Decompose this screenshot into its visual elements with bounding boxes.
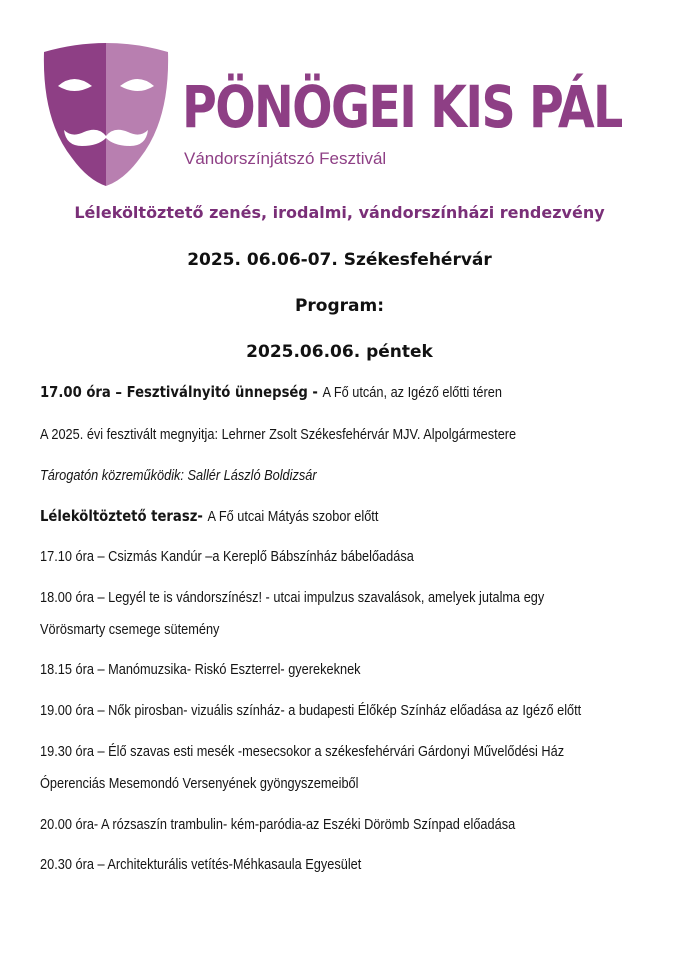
program-line xyxy=(40,663,361,678)
program-line-text: Tárogatón közreműködik: Sallér László Boldizsár xyxy=(40,468,317,484)
brand-tagline: Vándorszínjátszó Fesztivál xyxy=(184,149,387,168)
program-line xyxy=(40,858,361,873)
program-line-text: 19.00 óra – Nők pirosban- vizuális színház- a budapesti Élőkép Színház előadása az Igéző előtt xyxy=(40,703,582,719)
program-line-bold: 17.00 óra – Fesztiválnyitó ünnepség - xyxy=(40,383,323,401)
program-line xyxy=(40,704,581,719)
program-line xyxy=(40,385,502,401)
program-heading: Program: xyxy=(294,296,385,316)
program-line xyxy=(40,591,544,606)
program-line-text: 18.15 óra – Manómuzsika- Riskó Eszterrel- gyerekeknek xyxy=(40,662,361,678)
program-line-text: 17.10 óra – Csizmás Kandúr –a Kereplő Bábszínház bábelőadása xyxy=(40,549,414,565)
program-line xyxy=(40,509,378,525)
program-line-text: A Fő utcán, az Igéző előtti téren xyxy=(322,385,502,401)
program-line xyxy=(40,428,516,443)
program-line-text: A 2025. évi fesztivált megnyitja: Lehrner Zsolt Székesfehérvár MJV. Alpolgármestere xyxy=(40,427,517,443)
program-line-text: 20.00 óra- A rózsaszín trambulin- kém-paródia-az Eszéki Dörömb Színpad előadása xyxy=(40,817,516,833)
program-line-text: Vörösmarty csemege sütemény xyxy=(40,622,220,638)
program-line-text: 18.00 óra – Legyél te is vándorszínész! - utcai impulzus szavalások, amelyek jutalma egy xyxy=(40,590,545,606)
theater-mask-with-mustache-icon xyxy=(40,40,172,190)
program-line-text: 20.30 óra – Architekturális vetítés-Méhkasaula Egyesület xyxy=(40,857,362,873)
program-line xyxy=(40,818,515,833)
program-line-bold: Léleköltöztető terasz- xyxy=(40,507,208,525)
program-line xyxy=(40,777,358,792)
program-line-text: Óperenciás Mesemondó Versenyének gyöngyszemeiből xyxy=(40,776,359,792)
program-line xyxy=(40,745,564,760)
brand-name: PÖNÖGEI KIS PÁL xyxy=(182,73,622,141)
program-line xyxy=(40,623,219,638)
program-line-text: 19.30 óra – Élő szavas esti mesék -mesecsokor a székesfehérvári Gárdonyi Művelődési Ház xyxy=(40,744,565,760)
program-line xyxy=(40,550,414,565)
event-date-place: 2025. 06.06-07. Székesfehérvár xyxy=(187,250,492,270)
festival-logo xyxy=(40,40,622,190)
program-line xyxy=(40,469,317,484)
day-heading: 2025.06.06. péntek xyxy=(246,342,433,362)
event-subtitle: Léleköltöztető zenés, irodalmi, vándorszínházi rendezvény xyxy=(74,203,605,222)
program-line-text: A Fő utcai Mátyás szobor előtt xyxy=(207,509,379,525)
